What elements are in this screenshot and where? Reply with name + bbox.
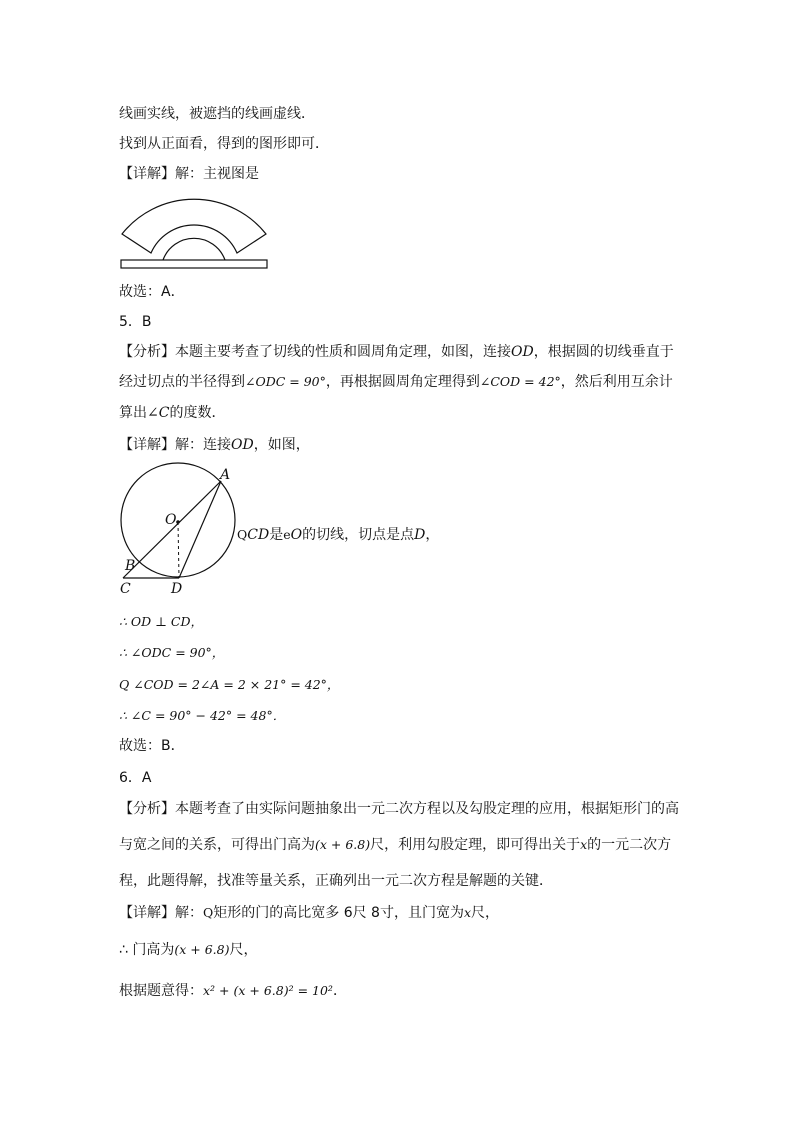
text-line: QCD是eO的切线，切点是点D， xyxy=(237,527,440,543)
text-line: 【详解】解：连接OD，如图， xyxy=(119,437,310,453)
inner-arc xyxy=(163,238,225,260)
text-line: 【详解】解：Q矩形的门的高比宽多 6尺 8寸，且门宽为x尺， xyxy=(119,905,500,921)
text-line: ∴ 门高为(x + 6.8)尺， xyxy=(119,942,258,958)
base-rect xyxy=(121,260,267,268)
text-line: 与宽之间的关系，可得出门高为(x + 6.8)尺，利用勾股定理，即可得出关于x的一元二次方 xyxy=(119,837,672,853)
text-line: 线画实线，被遮挡的线画虚线． xyxy=(119,106,315,122)
math-line: Q ∠COD = 2∠A = 2 × 21° = 42°， xyxy=(119,677,340,692)
text-line: 找到从正面看，得到的图形即可． xyxy=(119,136,329,152)
center-dot xyxy=(176,520,180,524)
text-line: 经过切点的半径得到∠ODC = 90°，再根据圆周角定理得到∠COD = 42°，然后利用互余计 xyxy=(119,374,673,390)
segment-ca xyxy=(123,481,221,578)
circle-tangent-figure xyxy=(116,462,242,598)
label-b: B xyxy=(125,558,136,574)
circle-o xyxy=(121,463,235,577)
text-line: 故选：B． xyxy=(119,738,185,754)
label-d: D xyxy=(171,581,183,597)
segment-od-dashed xyxy=(178,522,179,578)
text-line: 【详解】解：主视图是 xyxy=(119,166,259,182)
label-a: A xyxy=(220,467,231,483)
text-line: 算出∠C的度数． xyxy=(119,405,226,421)
text-line: 【分析】本题考查了由实际问题抽象出一元二次方程以及勾股定理的应用，根据矩形门的高 xyxy=(119,801,679,817)
question-number: 5．B xyxy=(119,314,152,330)
text-line: 根据题意得：x² + (x + 6.8)² = 10²． xyxy=(119,983,347,999)
math-line: ∴ OD ⊥ CD， xyxy=(119,614,203,629)
question-number: 6．A xyxy=(119,770,152,786)
fan-outline xyxy=(122,199,266,253)
front-view-figure xyxy=(118,194,270,272)
math-line: ∴ ∠ODC = 90°， xyxy=(119,645,225,660)
text-line: 故选：A． xyxy=(119,284,185,300)
math-line: ∴ ∠C = 90° − 42° = 48°． xyxy=(119,708,286,723)
text-line: 【分析】本题主要考查了切线的性质和圆周角定理，如图，连接OD，根据圆的切线垂直于 xyxy=(119,344,674,360)
text-line: 程，此题得解，找准等量关系，正确列出一元二次方程是解题的关键． xyxy=(119,873,553,889)
label-c: C xyxy=(120,581,131,597)
label-o: O xyxy=(165,512,177,528)
